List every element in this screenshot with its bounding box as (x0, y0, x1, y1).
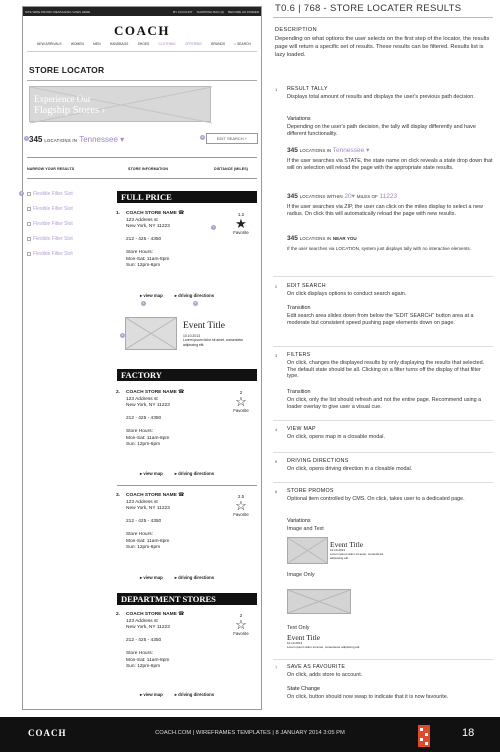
image-only-label: Image Only (287, 572, 315, 578)
variant-state: Tennessee (332, 147, 365, 154)
marker-6: 6 (121, 333, 124, 337)
store-distance: 2 (239, 390, 243, 395)
favorite-toggle[interactable] (231, 494, 251, 517)
variant-label: LOCATIONS IN (299, 236, 332, 241)
image-placeholder-icon (288, 590, 350, 613)
variant-radius: 20 (344, 193, 352, 200)
variant-zip-text: If the user searches via ZIP, the user can click on the miles display to select a new radius. On click this will automatically reload the page with new results. (287, 204, 483, 217)
variant-label: LOCATIONS IN (299, 148, 332, 153)
store-number: 1. (116, 211, 121, 216)
store-hours-label: Store Hours: (126, 250, 153, 255)
store-details (126, 211, 218, 270)
store-details (126, 612, 218, 671)
store-hours-2: Sun: 12pm-6pm (126, 263, 161, 268)
my-account-link[interactable]: MY ACCOUNT (172, 10, 193, 14)
variant-zip: 11223 (379, 193, 398, 200)
driving-directions-link[interactable]: ▸ driving directions (174, 575, 215, 580)
transition-text: Edit search area slides down from below the "EDIT SEARCH" button area at a moderate but consistent speed pushing page elements down on page. (287, 313, 474, 326)
description-text: Depending on what options the user selects on the first step of the locator, the results page will return a specific set of results. These results can be filtered. Results list is lazy loaded. (275, 36, 490, 58)
footer-bar (0, 717, 500, 752)
store-links (140, 471, 214, 477)
driving-directions-link[interactable]: ▸ driving directions (174, 692, 215, 697)
view-map-label: view map (143, 471, 163, 476)
tally-variant-zip (287, 194, 493, 201)
annotation-number: 1 (275, 87, 278, 92)
store-phone: 212 - 425 - 4350 (126, 638, 162, 643)
filter-slot[interactable] (27, 236, 73, 242)
annotation-number: 4 (275, 427, 278, 432)
variant-near: NEAR YOU (332, 236, 357, 241)
nav-brands[interactable]: BRANDS (211, 42, 226, 46)
marker-5: 5 (194, 301, 197, 305)
view-map-link[interactable]: ▸ view map (140, 692, 163, 697)
checkbox-icon (27, 192, 31, 196)
promo-topbar (23, 7, 261, 16)
edit-search-button[interactable] (206, 133, 258, 144)
store-city: New York, NY 11223 (126, 403, 170, 408)
star-filled-icon: ★ (235, 216, 247, 231)
promo-text-only-date: 10.10.2013 (287, 641, 303, 645)
variant-location-text: If the user searches via LOCATION, system just displays tally with no interactive elements. (287, 246, 471, 251)
tally-variant-location (287, 236, 493, 243)
store-name: COACH STORE NAME (126, 211, 177, 216)
marker-3: 3 (20, 191, 23, 195)
annotation-text: On click, opens map in a closable modal. (287, 434, 385, 440)
phone-icon: ☎ (178, 390, 185, 395)
promo-variation-label: Image and Text (287, 526, 324, 532)
variant-label: LOCATIONS WITHIN (299, 194, 343, 199)
annotation-title: VIEW MAP (287, 426, 316, 432)
driving-directions-link[interactable]: ▸ driving directions (174, 471, 215, 476)
store-divider (117, 485, 257, 486)
view-map-link[interactable]: ▸ view map (140, 471, 163, 476)
section-department-stores: DEPARTMENT STORES (117, 593, 257, 605)
marker-1: 1 (25, 136, 28, 140)
favorite-toggle[interactable] (231, 212, 251, 235)
favorite-label: Favorite (233, 408, 249, 413)
variations-label: Variations (287, 518, 311, 524)
store-hours-1: Mon-Sat: 11am-8pm (126, 657, 170, 663)
annotation-text: On click, adds store to account. (287, 672, 363, 678)
state-change-label: State Change (287, 686, 320, 692)
tally-count: 345 (29, 135, 43, 144)
annotation-edit-search (275, 283, 493, 341)
annotation-divider (273, 420, 493, 421)
promo-sample-date: 10.10.2013 (330, 548, 346, 552)
checkbox-icon (27, 252, 31, 256)
flagship-hero-banner[interactable] (29, 86, 211, 122)
store-hours-1: Mon-Sat: 11am-8pm (126, 435, 170, 441)
annotation-number: 6 (275, 489, 278, 494)
filter-label: Flexible Filter Slot (33, 191, 73, 197)
store-name: COACH STORE NAME (126, 390, 177, 395)
annotation-save-favourite (275, 664, 493, 714)
results-divider (27, 157, 257, 158)
driving-directions-label: driving directions (178, 293, 215, 298)
store-distance: 2 (239, 613, 243, 618)
state-change-text: On click, button should now swap to indicate that it is now favourite. (287, 694, 449, 700)
promo-date: 10.10.2013 (183, 334, 200, 338)
checkbox-icon (27, 207, 31, 211)
view-map-label: view map (143, 575, 163, 580)
annotation-number: 2 (275, 284, 278, 289)
star-outline-icon: ☆ (235, 394, 247, 409)
store-hours-1: Mon-Sat: 11am-8pm (126, 256, 170, 262)
annotation-number: 5 (275, 459, 278, 464)
view-map-link[interactable]: ▸ view map (140, 293, 163, 298)
nav-offering[interactable]: OFFERING (184, 42, 202, 46)
view-map-label: view map (143, 692, 163, 697)
annotation-divider (273, 482, 493, 483)
store-name: COACH STORE NAME (126, 612, 177, 617)
store-hours-2: Sun: 12pm-6pm (126, 664, 161, 669)
favorite-toggle[interactable] (231, 613, 251, 636)
view-map-label: view map (143, 293, 163, 298)
badge-pattern (418, 725, 430, 747)
section-full-price: FULL PRICE (117, 191, 257, 203)
filter-label: Flexible Filter Slot (33, 206, 73, 212)
transition-text: On click, only the list should refresh and not the entire page. Recommend using a loader overlay to give user a visual cue. (287, 397, 482, 410)
variations-label: Variations (287, 116, 311, 122)
hero-line-2-text: Flagship Stores (34, 105, 100, 116)
page-title: STORE LOCATOR (29, 65, 105, 75)
variant-miles: MILES OF (356, 194, 378, 199)
tally-variant-state (287, 148, 493, 155)
store-number: 3. (116, 493, 121, 498)
filter-slot[interactable] (27, 206, 73, 212)
store-hours-label: Store Hours: (126, 532, 153, 537)
store-phone: 212 - 425 - 4350 (126, 519, 162, 524)
store-phone: 212 - 425 - 4350 (126, 237, 162, 242)
phone-icon: ☎ (178, 493, 185, 498)
annotation-title: EDIT SEARCH (287, 283, 326, 289)
annotation-text: On click displays options to conduct search again. (287, 291, 407, 297)
promo-sample-body: Lorem ipsum dolor sit amet, consectetur adipiscing elit. (330, 551, 384, 560)
variations-text: Depending on the user's path decision, the tally will display differently and have different functionality. (287, 124, 476, 137)
favorite-toggle[interactable] (231, 390, 251, 413)
promo-text-only-title: Event Title (287, 633, 321, 642)
marker-2: 2 (201, 135, 204, 139)
driving-directions-label: driving directions (178, 692, 215, 697)
nav-men[interactable]: MEN (93, 42, 101, 46)
distance-heading: DISTANCE (MILES) (214, 167, 249, 171)
store-address: 123 Address st (126, 396, 158, 402)
store-number: 2. (116, 612, 121, 617)
shopping-bag-link[interactable]: SHOPPING BAG (0) (196, 10, 225, 14)
footer-logo: COACH (28, 728, 67, 738)
store-city: New York, NY 11223 (126, 224, 170, 229)
star-outline-icon: ☆ (235, 617, 247, 632)
nav-clothing[interactable]: CLOTHING (158, 42, 176, 46)
description-heading: DESCRIPTION (275, 27, 317, 33)
coach-logo[interactable]: COACH (114, 23, 170, 38)
store-city: New York, NY 11223 (126, 625, 170, 630)
promo-body (183, 334, 247, 347)
promo-title[interactable]: Event Title (183, 321, 225, 331)
store-hours-label: Store Hours: (126, 429, 153, 434)
filters-heading: NARROW YOUR RESULTS (27, 167, 75, 171)
annotation-text: Displays total amount of results and displays the user's previous path decision. (287, 94, 475, 100)
hero-line-1: Experience Our (34, 94, 91, 104)
promo-image[interactable] (125, 317, 177, 350)
annotation-view-map (275, 426, 493, 446)
driving-directions-label: driving directions (178, 471, 215, 476)
nav-women[interactable]: WOMEN (70, 42, 84, 46)
header-divider (273, 17, 493, 18)
store-name: COACH STORE NAME (126, 493, 177, 498)
annotation-filters (275, 352, 493, 418)
nav-new-arrivals[interactable]: NEW ARRIVALS (37, 42, 62, 46)
annotation-divider (273, 659, 493, 660)
transition-label: Transition (287, 305, 311, 311)
chevron-down-icon: ▾ (120, 135, 125, 144)
phone-icon: ☎ (178, 211, 185, 216)
plus-icon: + (244, 136, 248, 141)
filter-slot[interactable] (27, 191, 73, 197)
insider-link[interactable]: BECOME AN INSIDER (228, 10, 259, 14)
store-hours-2: Sun: 12pm-6pm (126, 545, 161, 550)
annotation-result-tally (275, 86, 493, 258)
store-address: 123 Address st (126, 618, 158, 624)
nav-handbags[interactable]: HANDBAGS (109, 42, 129, 46)
store-links (140, 692, 214, 698)
tally-state-dropdown[interactable] (79, 135, 124, 144)
phone-icon: ☎ (178, 612, 185, 617)
annotation-title: FILTERS (287, 352, 311, 358)
annotation-text: On click, changes the displayed results by only displaying the results that selected. The default state should be all. Clicking on a filter turns off the display of that filter type. (287, 360, 485, 380)
annotation-divider (273, 452, 493, 453)
store-hours-1: Mon-Sat: 11am-8pm (126, 538, 170, 544)
annotation-number: 3 (275, 353, 278, 358)
store-hours-2: Sun: 12pm-6pm (126, 442, 161, 447)
annotation-divider (273, 346, 493, 347)
annotation-text: On click, opens driving direction in a closable modal. (287, 466, 413, 472)
marker-4: 4 (142, 301, 145, 305)
nav-divider (27, 51, 257, 52)
store-links (140, 293, 214, 299)
hero-line-2 (34, 105, 105, 116)
store-info-heading: STORE INFORMATION (128, 167, 169, 171)
promo-text-only-text: Lorem ipsum dolor sit amet, consectetur adipiscing elit. (287, 644, 361, 649)
checkbox-icon (27, 222, 31, 226)
filter-label: Flexible Filter Slot (33, 251, 73, 257)
image-placeholder-icon (288, 538, 327, 563)
marker-7: 7 (212, 225, 215, 229)
store-hours-label: Store Hours: (126, 651, 153, 656)
chevron-right-icon: › (101, 105, 106, 116)
annotation-title: RESULT TALLY (287, 86, 328, 92)
store-phone: 212 - 425 - 4350 (126, 416, 162, 421)
checkbox-icon (27, 237, 31, 241)
chevron-down-icon: ▾ (351, 193, 355, 200)
store-city: New York, NY 11223 (126, 506, 170, 511)
annotation-divider (273, 276, 493, 277)
promo-sample-title: Event Title (330, 540, 364, 549)
favorite-label: Favorite (233, 631, 249, 636)
promo-text: Lorem ipsum dolor sit amet, consectetur adipiscing elit. (183, 338, 244, 347)
brand-badge-icon (418, 725, 430, 747)
store-details (126, 493, 218, 552)
nav-search[interactable]: ⌕ SEARCH (234, 42, 251, 46)
variant-count: 345 (287, 147, 298, 154)
store-number: 2. (116, 390, 121, 395)
filter-label: Flexible Filter Slot (33, 236, 73, 242)
variant-state-text: If the user searches via STATE, the state name on click reveals a state drop down that will on selection will reload the page with the appropriate state results. (287, 158, 493, 171)
store-address: 123 Address st (126, 499, 158, 505)
store-links (140, 575, 214, 581)
promo-text-only-body (287, 642, 397, 650)
favorite-label: Favorite (233, 512, 249, 517)
annotation-title: SAVE AS FAVOURITE (287, 664, 346, 670)
tally-state-value: Tennessee (79, 135, 118, 144)
variant-count: 345 (287, 235, 298, 242)
edit-search-label: EDIT SEARCH (216, 136, 244, 141)
annotation-header: T0.6 | 768 - STORE LOCATER RESULTS (275, 3, 462, 14)
favorite-label: Favorite (233, 230, 249, 235)
filter-slot[interactable] (27, 251, 73, 257)
annotation-title: STORE PROMOS (287, 488, 334, 494)
result-tally (29, 135, 124, 144)
driving-directions-link[interactable]: ▸ driving directions (174, 293, 215, 298)
nav-search-label: SEARCH (237, 42, 251, 46)
store-distance: 1.2 (237, 212, 245, 217)
transition-label: Transition (287, 389, 311, 395)
wireframe-frame (22, 6, 262, 710)
chevron-down-icon: ▾ (366, 147, 370, 154)
promo-image-only (287, 589, 351, 614)
text-only-label: Text Only (287, 625, 310, 631)
section-factory: FACTORY (117, 369, 257, 381)
footer-text: COACH.COM | WIREFRAMES TEMPLATES | 8 JANUARY 2014 3:05 PM (155, 730, 345, 736)
view-map-link[interactable]: ▸ view map (140, 575, 163, 580)
nav-shoes[interactable]: SHOES (137, 42, 150, 46)
driving-directions-label: driving directions (178, 575, 215, 580)
main-nav (37, 42, 251, 46)
annotation-text: Optional item controlled by CMS. On click, takes user to a dedicated page. (287, 496, 465, 502)
variant-count: 345 (287, 193, 298, 200)
image-placeholder-icon (126, 318, 176, 349)
tally-label: LOCATIONS IN (44, 138, 78, 143)
store-details (126, 390, 218, 449)
promo-message: SITE WIDE PROMO MESSAGING GOES HERE (25, 10, 91, 14)
star-outline-icon: ☆ (235, 498, 247, 513)
title-divider (27, 80, 257, 81)
annotation-driving-directions (275, 458, 493, 478)
store-address: 123 Address st (126, 217, 158, 223)
filter-label: Flexible Filter Slot (33, 221, 73, 227)
account-links (173, 10, 259, 14)
header-divider (27, 178, 257, 179)
store-distance: 2.5 (237, 494, 245, 499)
promo-sample-text (330, 549, 390, 560)
annotation-number: 7 (275, 665, 278, 670)
annotation-title: DRIVING DIRECTIONS (287, 458, 349, 464)
page-number: 18 (462, 727, 475, 739)
filter-slot[interactable] (27, 221, 73, 227)
promo-sample-image (287, 537, 328, 564)
